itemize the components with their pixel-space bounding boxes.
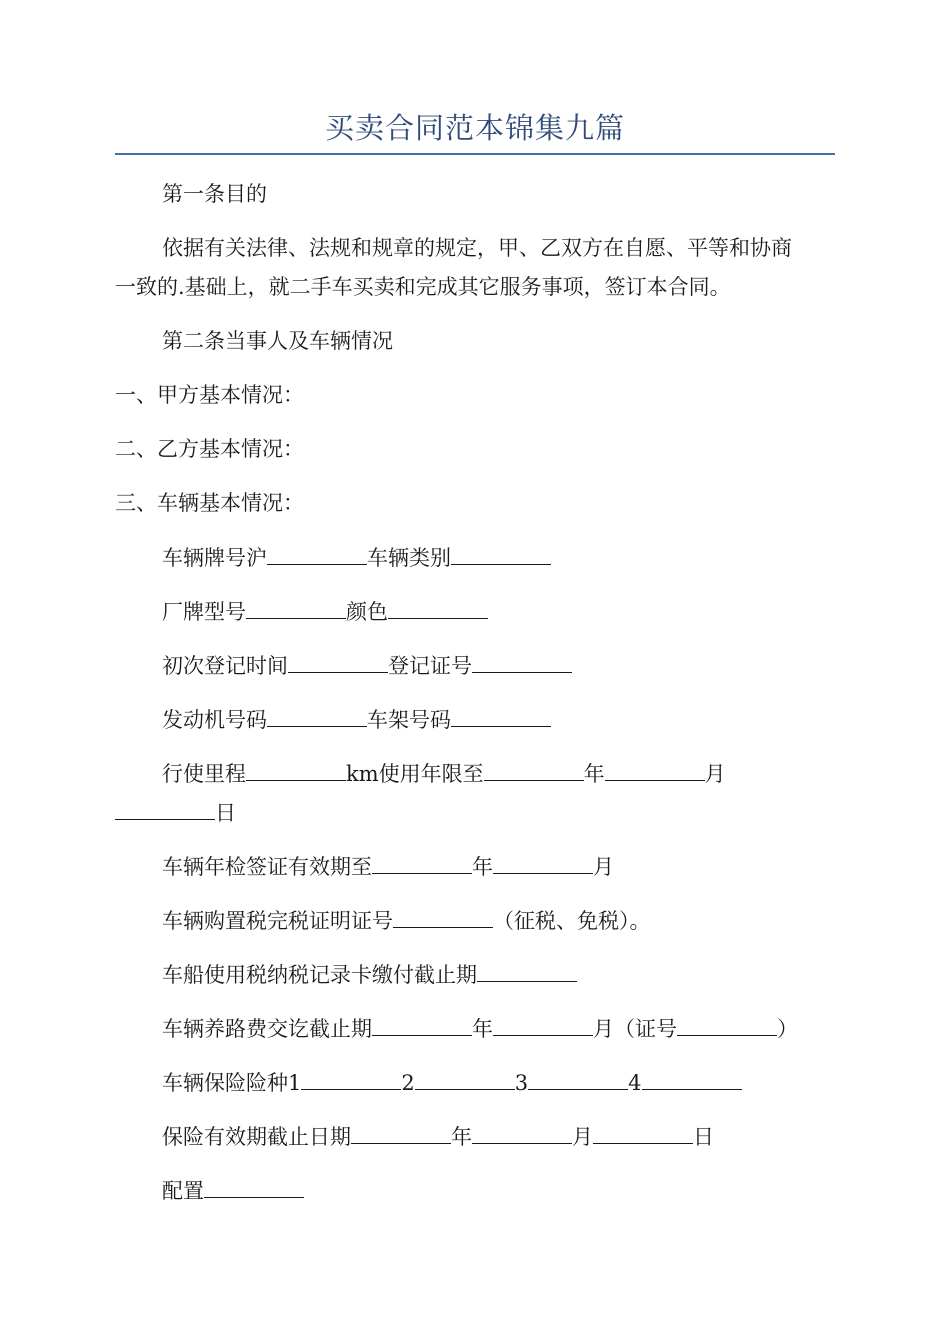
config-row bbox=[162, 1175, 304, 1206]
mileage-blank bbox=[246, 758, 346, 781]
inspection-row bbox=[162, 851, 614, 882]
ins-3: 3 bbox=[514, 1071, 529, 1095]
ins-expiry-day-blank bbox=[593, 1121, 693, 1144]
engine-blank bbox=[267, 704, 367, 727]
party-a-heading: 一、甲方基本情况： bbox=[115, 383, 304, 407]
year-label: 年 bbox=[451, 1125, 472, 1149]
brand-color-row bbox=[162, 596, 488, 627]
engine-frame-row bbox=[162, 704, 551, 735]
day-label: 日 bbox=[215, 801, 236, 825]
mileage-row bbox=[162, 758, 726, 789]
plate-blank bbox=[267, 542, 367, 565]
year-label: 年 bbox=[472, 855, 493, 879]
plate-label: 车辆牌号沪 bbox=[162, 546, 267, 570]
document-title: 买卖合同范本锦集九篇 bbox=[324, 111, 625, 145]
km-use-label: km使用年限至 bbox=[346, 762, 484, 786]
use-day-blank bbox=[115, 797, 215, 820]
frame-blank bbox=[451, 704, 551, 727]
brand-model-blank bbox=[246, 596, 346, 619]
first-reg-blank bbox=[288, 650, 388, 673]
reg-cert-blank bbox=[472, 650, 572, 673]
road-fee-month-blank bbox=[493, 1013, 593, 1036]
ins-expiry-year-blank bbox=[351, 1121, 451, 1144]
mileage-label: 行使里程 bbox=[162, 762, 246, 786]
article2-heading: 第二条当事人及车辆情况 bbox=[162, 329, 393, 353]
vessel-tax-label: 车船使用税纳税记录卡缴付截止期 bbox=[162, 963, 477, 987]
category-blank bbox=[451, 542, 551, 565]
color-blank bbox=[388, 596, 488, 619]
purchase-tax-label: 车辆购置税完税证明证号 bbox=[162, 909, 393, 933]
inspection-month-blank bbox=[493, 851, 593, 874]
inspection-label: 车辆年检签证有效期至 bbox=[162, 855, 372, 879]
road-fee-cert-close: ） bbox=[777, 1017, 798, 1041]
brand-model-label: 厂牌型号 bbox=[162, 600, 246, 624]
party-b-heading: 二、乙方基本情况： bbox=[115, 437, 304, 461]
vessel-tax-blank bbox=[477, 959, 577, 982]
insurance-expiry-row bbox=[162, 1121, 714, 1152]
use-month-blank bbox=[605, 758, 705, 781]
plate-category-row bbox=[162, 542, 551, 573]
ins-expiry-month-blank bbox=[472, 1121, 572, 1144]
title-underline bbox=[115, 153, 835, 155]
ins-1: 1 bbox=[288, 1071, 302, 1095]
article1-body-line2: 一致的.基础上，就二手车买卖和完成其它服务事项，签订本合同。 bbox=[115, 275, 731, 299]
purchase-tax-blank bbox=[393, 905, 493, 928]
article1-heading: 第一条目的 bbox=[162, 182, 267, 206]
article1-body-line1: 依据有关法律、法规和规章的规定，甲、乙双方在自愿、平等和协商 bbox=[162, 236, 792, 260]
purchase-tax-row bbox=[162, 905, 651, 936]
category-label: 车辆类别 bbox=[367, 546, 451, 570]
day-label: 日 bbox=[693, 1125, 714, 1149]
road-fee-label: 车辆养路费交讫截止期 bbox=[162, 1017, 372, 1041]
config-blank bbox=[204, 1175, 304, 1198]
ins-1-blank bbox=[301, 1067, 401, 1090]
vessel-tax-row bbox=[162, 959, 577, 990]
use-year-blank bbox=[484, 758, 584, 781]
ins-3-blank bbox=[528, 1067, 628, 1090]
color-label: 颜色 bbox=[346, 600, 388, 624]
year-label: 年 bbox=[583, 762, 605, 786]
month-label: 月 bbox=[593, 855, 614, 879]
config-label: 配置 bbox=[162, 1179, 204, 1203]
ins-4-blank bbox=[642, 1067, 742, 1090]
vehicle-heading: 三、车辆基本情况： bbox=[115, 491, 304, 515]
first-reg-label: 初次登记时间 bbox=[162, 654, 288, 678]
road-fee-year-blank bbox=[372, 1013, 472, 1036]
ins-2-blank bbox=[415, 1067, 515, 1090]
road-fee-row bbox=[162, 1013, 798, 1044]
insurance-row bbox=[162, 1067, 742, 1098]
road-fee-cert-open: 月（证号 bbox=[593, 1017, 677, 1041]
registration-row bbox=[162, 650, 572, 681]
inspection-year-blank bbox=[372, 851, 472, 874]
month-label: 月 bbox=[704, 762, 726, 786]
purchase-tax-suffix: （征税、免税）。 bbox=[493, 909, 651, 933]
frame-label: 车架号码 bbox=[367, 708, 451, 732]
insurance-expiry-label: 保险有效期截止日期 bbox=[162, 1125, 351, 1149]
mileage-row-continued bbox=[115, 797, 236, 828]
ins-4: 4 bbox=[628, 1071, 642, 1095]
road-fee-cert-blank bbox=[677, 1013, 777, 1036]
month-label: 月 bbox=[572, 1125, 593, 1149]
engine-label: 发动机号码 bbox=[162, 708, 267, 732]
reg-cert-label: 登记证号 bbox=[388, 654, 472, 678]
ins-2: 2 bbox=[401, 1071, 415, 1095]
year-label: 年 bbox=[472, 1017, 493, 1041]
insurance-label: 车辆保险险种 bbox=[162, 1071, 288, 1095]
